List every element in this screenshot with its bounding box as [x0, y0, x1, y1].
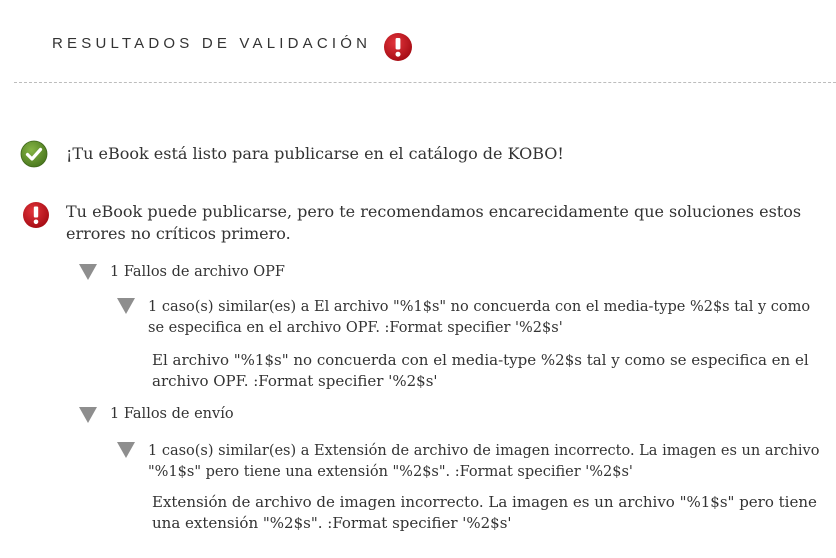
- subgroup-label-envio[interactable]: 1 caso(s) similar(es) a Extensión de archivo de imagen incorrecto. La imagen es un archivo "%1$s" pero tiene una extensión "%2$s". :Format specifier '%2$s': [148, 443, 820, 480]
- page-title: RESULTADOS DE VALIDACIÓN: [52, 35, 372, 52]
- warning-text: Tu eBook puede publicarse, pero te recomendamos encarecidamente que soluciones estos errores no críticos primero.: [66, 202, 802, 243]
- success-message: [20, 140, 820, 170]
- group-label-opf[interactable]: 1 Fallos de archivo OPF: [110, 264, 285, 280]
- detail-text-opf: El archivo "%1$s" no concuerda con el media-type %2$s tal y como se especifica en el archivo OPF. :Format specifier '%2$s': [152, 351, 809, 390]
- group-label-envio[interactable]: 1 Fallos de envío: [110, 406, 234, 422]
- triangle-down-icon[interactable]: [117, 298, 135, 314]
- triangle-down-icon[interactable]: [117, 442, 135, 458]
- warning-message: [20, 199, 830, 247]
- detail-text-envio: Extensión de archivo de imagen incorrecto. La imagen es un archivo "%1$s" pero tiene una extensión "%2$s". :Format specifier '%2$s': [152, 493, 817, 532]
- triangle-down-icon[interactable]: [79, 264, 97, 280]
- success-text: ¡Tu eBook está listo para publicarse en el catálogo de KOBO!: [66, 144, 564, 163]
- triangle-down-icon[interactable]: [79, 407, 97, 423]
- subgroup-label-opf[interactable]: 1 caso(s) similar(es) a El archivo "%1$s" no concuerda con el media-type %2$s tal y como se especifica en el archivo OPF. :Format specifier '%2$s': [148, 299, 811, 336]
- error-icon: [383, 32, 413, 62]
- check-circle-icon: [20, 140, 48, 168]
- results-header: [14, 0, 836, 83]
- error-icon: [22, 201, 50, 229]
